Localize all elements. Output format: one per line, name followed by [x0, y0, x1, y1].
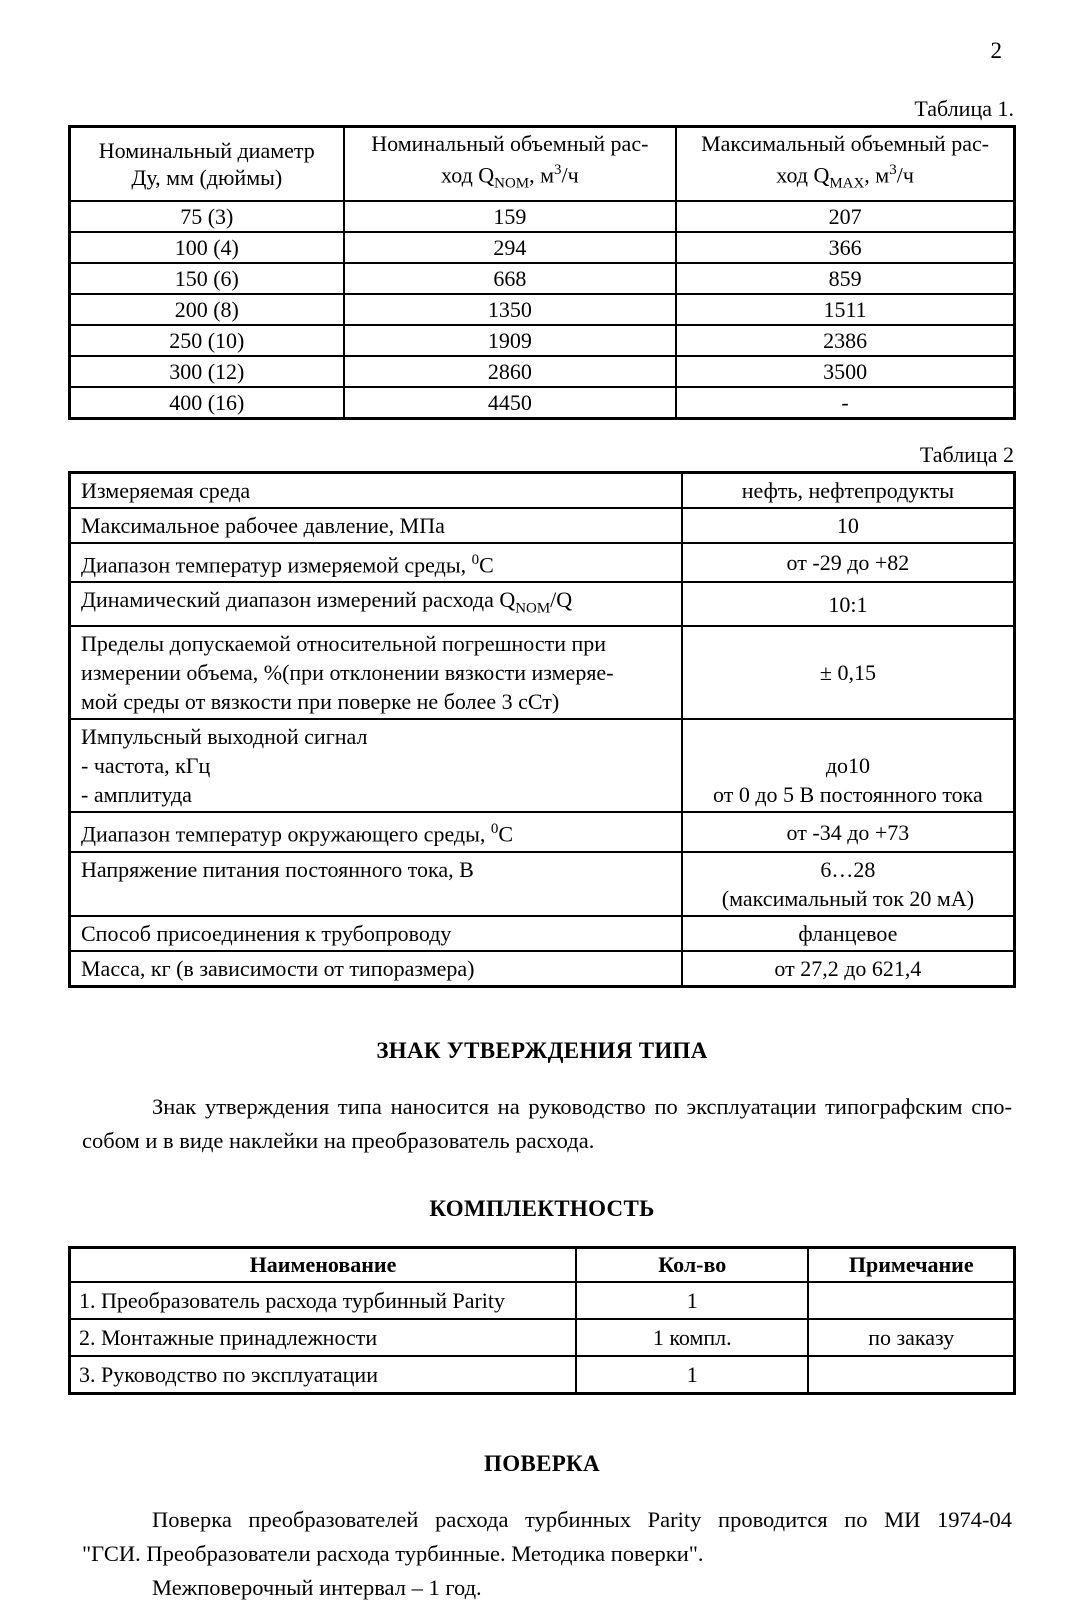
- table-cell: 859: [676, 263, 1014, 294]
- table-cell: по заказу: [808, 1319, 1014, 1356]
- table-row: [70, 387, 1015, 419]
- table-cell: 3500: [676, 356, 1014, 387]
- table-cell: [808, 1356, 1014, 1394]
- param-cell: Способ присоединения к трубопроводу: [70, 916, 682, 951]
- table2-specifications: [68, 471, 1016, 988]
- table-cell: 1: [576, 1356, 808, 1394]
- table-row: [70, 543, 1015, 582]
- table-header-row: [70, 1247, 1015, 1282]
- table-row: [70, 356, 1015, 387]
- param-cell: Измеряемая среда: [70, 472, 682, 508]
- param-cell: Диапазон температур измеряемой среды, $^0$С: [70, 543, 682, 582]
- table-cell: -: [676, 387, 1014, 419]
- table-cell: 1: [576, 1282, 808, 1319]
- table-row: [70, 201, 1015, 232]
- table-cell: [808, 1282, 1014, 1319]
- table-row: [70, 294, 1015, 325]
- section-title-completeness: КОМПЛЕКТНОСТЬ: [429, 1195, 655, 1221]
- table-row: [70, 916, 1015, 951]
- completeness-table: [68, 1246, 1016, 1395]
- table-cell: 1511: [676, 294, 1014, 325]
- table-cell: 294: [344, 232, 677, 263]
- param-cell: Импульсный выходной сигнал - частота, кГц - амплитуда: [70, 719, 682, 812]
- table-cell: 2860: [344, 356, 677, 387]
- table-cell: 250 (10): [70, 325, 344, 356]
- table1-header-diameter: Номинальный диаметр Ду, мм (дюймы): [70, 127, 344, 201]
- completeness-header-note: Примечание: [808, 1247, 1014, 1282]
- param-cell: Масса, кг (в зависимости от типоразмера): [70, 951, 682, 987]
- table-row: [70, 325, 1015, 356]
- table-row: [70, 1319, 1015, 1356]
- table-row: [70, 232, 1015, 263]
- table1-flow-rates: [68, 125, 1016, 420]
- table1-caption: Таблица 1.: [914, 96, 1014, 121]
- table-header-row: [70, 127, 1015, 201]
- param-cell: Максимальное рабочее давление, МПа: [70, 508, 682, 543]
- table-cell: 1 компл.: [576, 1319, 808, 1356]
- table-cell: 1. Преобразователь расхода турбинный Parity: [70, 1282, 577, 1319]
- table-cell: 1909: [344, 325, 677, 356]
- table-row: [70, 626, 1015, 719]
- table-row: [70, 508, 1015, 543]
- verification-paragraph: Поверка преобразователей расхода турбинных Parity проводится по МИ 1974-04 "ГСИ. Преобразователи расхода турбинные. Методика поверки". Межповерочный интервал – 1 год.: [82, 1506, 1012, 1600]
- value-cell: от -29 до +82: [682, 543, 1015, 582]
- table-row: [70, 719, 1015, 812]
- completeness-header-name: Наименование: [70, 1247, 577, 1282]
- completeness-header-qty: Кол-во: [576, 1247, 808, 1282]
- table-cell: 150 (6): [70, 263, 344, 294]
- param-cell: Динамический диапазон измерений расхода $Q_{NOM}/Q$: [70, 582, 682, 626]
- table-cell: 366: [676, 232, 1014, 263]
- type-approval-paragraph: Знак утверждения типа наносится на руководство по эксплуатации типографским спо- собом и в виде наклейки на преобразователь расхода.: [82, 1093, 1012, 1153]
- table-row: [70, 852, 1015, 916]
- param-cell: Пределы допускаемой относительной погрешности при измерении объема, %(при отклонении вязкости измеряе- мой среды от вязкости при поверке не более 3 сСт): [70, 626, 682, 719]
- value-cell: ± 0,15: [682, 626, 1015, 719]
- table-cell: 2386: [676, 325, 1014, 356]
- table-cell: 400 (16): [70, 387, 344, 419]
- section-title-type-approval: ЗНАК УТВЕРЖДЕНИЯ ТИПА: [376, 1037, 708, 1063]
- table-row: [70, 263, 1015, 294]
- table2-caption: Таблица 2: [919, 441, 1014, 467]
- value-cell: от -34 до +73: [682, 812, 1015, 851]
- value-cell: от 27,2 до 621,4: [682, 951, 1015, 987]
- table-row: [70, 472, 1015, 508]
- value-cell: 10:1: [682, 582, 1015, 626]
- table-cell: 1350: [344, 294, 677, 325]
- value-cell: 6…28 (максимальный ток 20 мА): [682, 852, 1015, 916]
- table-cell: 4450: [344, 387, 677, 419]
- param-cell: Диапазон температур окружающего среды, $^0$С: [70, 812, 682, 851]
- value-cell: 10: [682, 508, 1015, 543]
- table-row: [70, 812, 1015, 851]
- table-cell: 159: [344, 201, 677, 232]
- table-cell: 668: [344, 263, 677, 294]
- section-title-verification: ПОВЕРКА: [484, 1450, 600, 1476]
- value-cell: до10 от 0 до 5 В постоянного тока: [682, 719, 1015, 812]
- document-page: [68, 0, 1016, 1605]
- table-cell: 207: [676, 201, 1014, 232]
- table-cell: 75 (3): [70, 201, 344, 232]
- param-cell: Напряжение питания постоянного тока, В: [70, 852, 682, 916]
- table1-header-qmax: Максимальный объемный рас- ход $Q_{MAX}$, $м^3/ч$: [676, 127, 1014, 201]
- page-number: 2: [990, 38, 1002, 63]
- table-cell: 3. Руководство по эксплуатации: [70, 1356, 577, 1394]
- table-row: [70, 1356, 1015, 1394]
- table1-header-qnom: Номинальный объемный рас- ход $Q_{NOM}$, $м^3/ч$: [344, 127, 677, 201]
- table-row: [70, 1282, 1015, 1319]
- table-cell: 2. Монтажные принадлежности: [70, 1319, 577, 1356]
- table-row: [70, 582, 1015, 626]
- table-cell: 100 (4): [70, 232, 344, 263]
- table-cell: 300 (12): [70, 356, 344, 387]
- value-cell: нефть, нефтепродукты: [682, 472, 1015, 508]
- table-cell: 200 (8): [70, 294, 344, 325]
- value-cell: фланцевое: [682, 916, 1015, 951]
- table-row: [70, 951, 1015, 987]
